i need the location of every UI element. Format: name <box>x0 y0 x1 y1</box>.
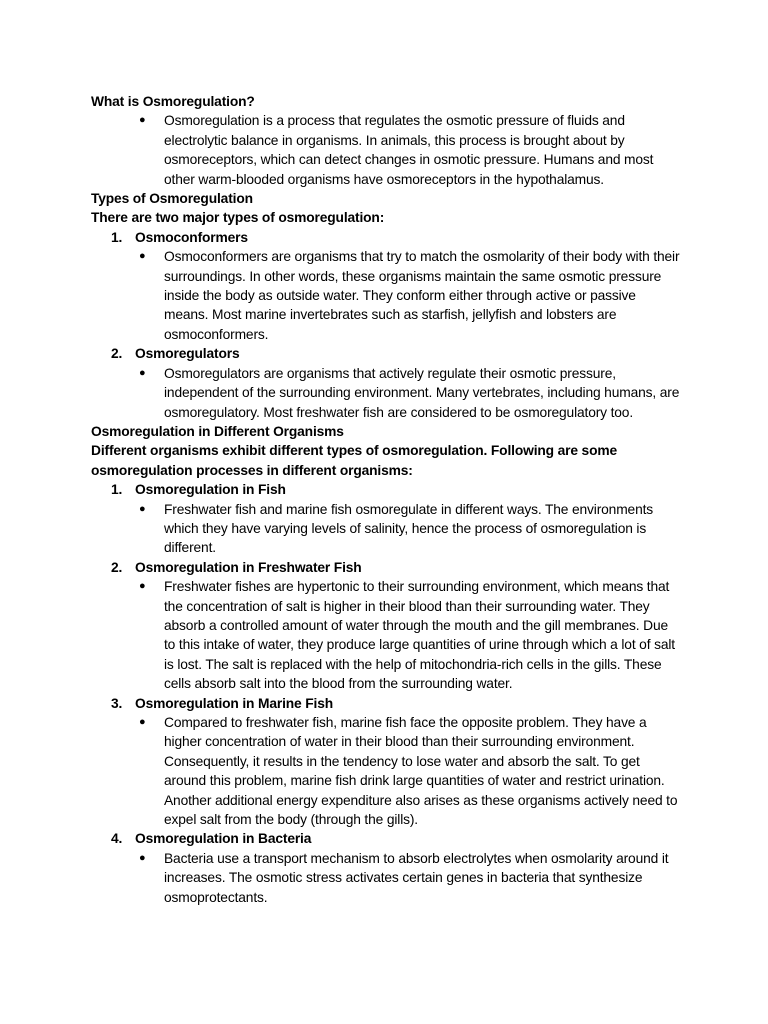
list-item-marine-fish <box>91 694 681 713</box>
bullet-marine-fish <box>91 713 681 829</box>
list-number: 1. <box>111 482 123 498</box>
bullet-icon: ● <box>139 716 146 728</box>
list-item-title: Osmoregulation in Bacteria <box>135 831 312 847</box>
bullet-icon: ● <box>139 250 146 263</box>
document-body <box>91 92 681 907</box>
bullet-fish <box>91 500 681 558</box>
bullet-icon: ● <box>139 851 146 864</box>
bullet-text: Bacteria use a transport mechanism to absorb electrolytes when osmolarity around it increases. The osmotic stress activates certain genes in bacteria that synthesize osmoprotectants. <box>164 850 669 905</box>
bullet-text: Osmoregulators are organisms that actively regulate their osmotic pressure, independent of the surrounding environment. Many vertebrates, including humans, are osmoregulatory. Most freshwater fish are considered to be osmoregulatory too. <box>164 365 680 420</box>
bullet-text: Compared to freshwater fish, marine fish face the opposite problem. They have a higher concentration of water in their blood than their surrounding environment. Consequently, it results in the tendency to lose water and absorb the salt. To get around this problem, marine fish drink large quantities of water and restrict urination. Another additional energy expenditure also arises as these organisms actively need to expel salt from the body (through the gills). <box>164 715 678 828</box>
bullet-icon: ● <box>139 114 146 127</box>
list-item-osmoregulators <box>91 344 681 363</box>
list-item-title: Osmoregulation in Freshwater Fish <box>135 559 362 575</box>
list-item-title: Osmoregulation in Marine Fish <box>135 695 334 711</box>
list-number: 4. <box>111 831 123 847</box>
list-number: 1. <box>111 229 123 245</box>
list-item-title: Osmoregulation in Fish <box>135 482 286 498</box>
bullet-text: Osmoregulation is a process that regulates the osmotic pressure of fluids and electrolytic balance in organisms. In animals, this process is brought about by osmoreceptors, which can detect changes in osmotic pressure. Humans and most other warm-blooded organisms have osmoreceptors in the hypothalamus. <box>164 113 654 187</box>
heading-different-organisms: Osmoregulation in Different Organisms <box>91 423 344 439</box>
heading-what-is-osmoregulation: What is Osmoregulation? <box>91 94 255 109</box>
bullet-icon: ● <box>139 502 146 515</box>
list-item-freshwater-fish <box>91 558 681 577</box>
types-intro: There are two major types of osmoregulation: <box>91 210 385 226</box>
list-item-bacteria <box>91 829 681 848</box>
bullet-icon: ● <box>139 366 146 379</box>
different-organisms-intro: Different organisms exhibit different types of osmoregulation. Following are some osmoregulation processes in different organisms: <box>91 443 618 478</box>
list-number: 2. <box>111 346 123 362</box>
list-item-fish <box>91 480 681 499</box>
bullet-bacteria <box>91 849 681 907</box>
list-item-title: Osmoconformers <box>135 229 248 245</box>
bullet-text: Osmoconformers are organisms that try to match the osmolarity of their body with their surroundings. In other words, these organisms maintain the same osmotic pressure inside the body as outside water. They conform either through active or passive means. Most marine invertebrates such as starfish, jellyfish and lobsters are osmoconformers. <box>164 249 680 342</box>
list-number: 2. <box>111 559 123 575</box>
list-item-osmoconformers <box>91 228 681 247</box>
heading-types-of-osmoregulation: Types of Osmoregulation <box>91 191 253 207</box>
list-item-title: Osmoregulators <box>135 346 240 362</box>
bullet-icon: ● <box>139 580 146 593</box>
list-number: 3. <box>111 695 123 711</box>
bullet-what-is <box>91 111 681 189</box>
bullet-text: Freshwater fishes are hypertonic to their surrounding environment, which means that the concentration of salt is higher in their blood than their surrounding water. They absorb a controlled amount of water through the mouth and the gill membranes. Due to this intake of water, they produce large quantities of urine through which a lot of salt is lost. The salt is replaced with the help of mitochondria-rich cells in the gills. These cells absorb salt into the blood from the surrounding water. <box>164 579 675 692</box>
bullet-osmoconformers <box>91 247 681 344</box>
bullet-text: Freshwater fish and marine fish osmoregulate in different ways. The environments which they have varying levels of salinity, hence the process of osmoregulation is different. <box>164 501 654 556</box>
bullet-freshwater-fish <box>91 577 681 693</box>
bullet-osmoregulators <box>91 364 681 422</box>
